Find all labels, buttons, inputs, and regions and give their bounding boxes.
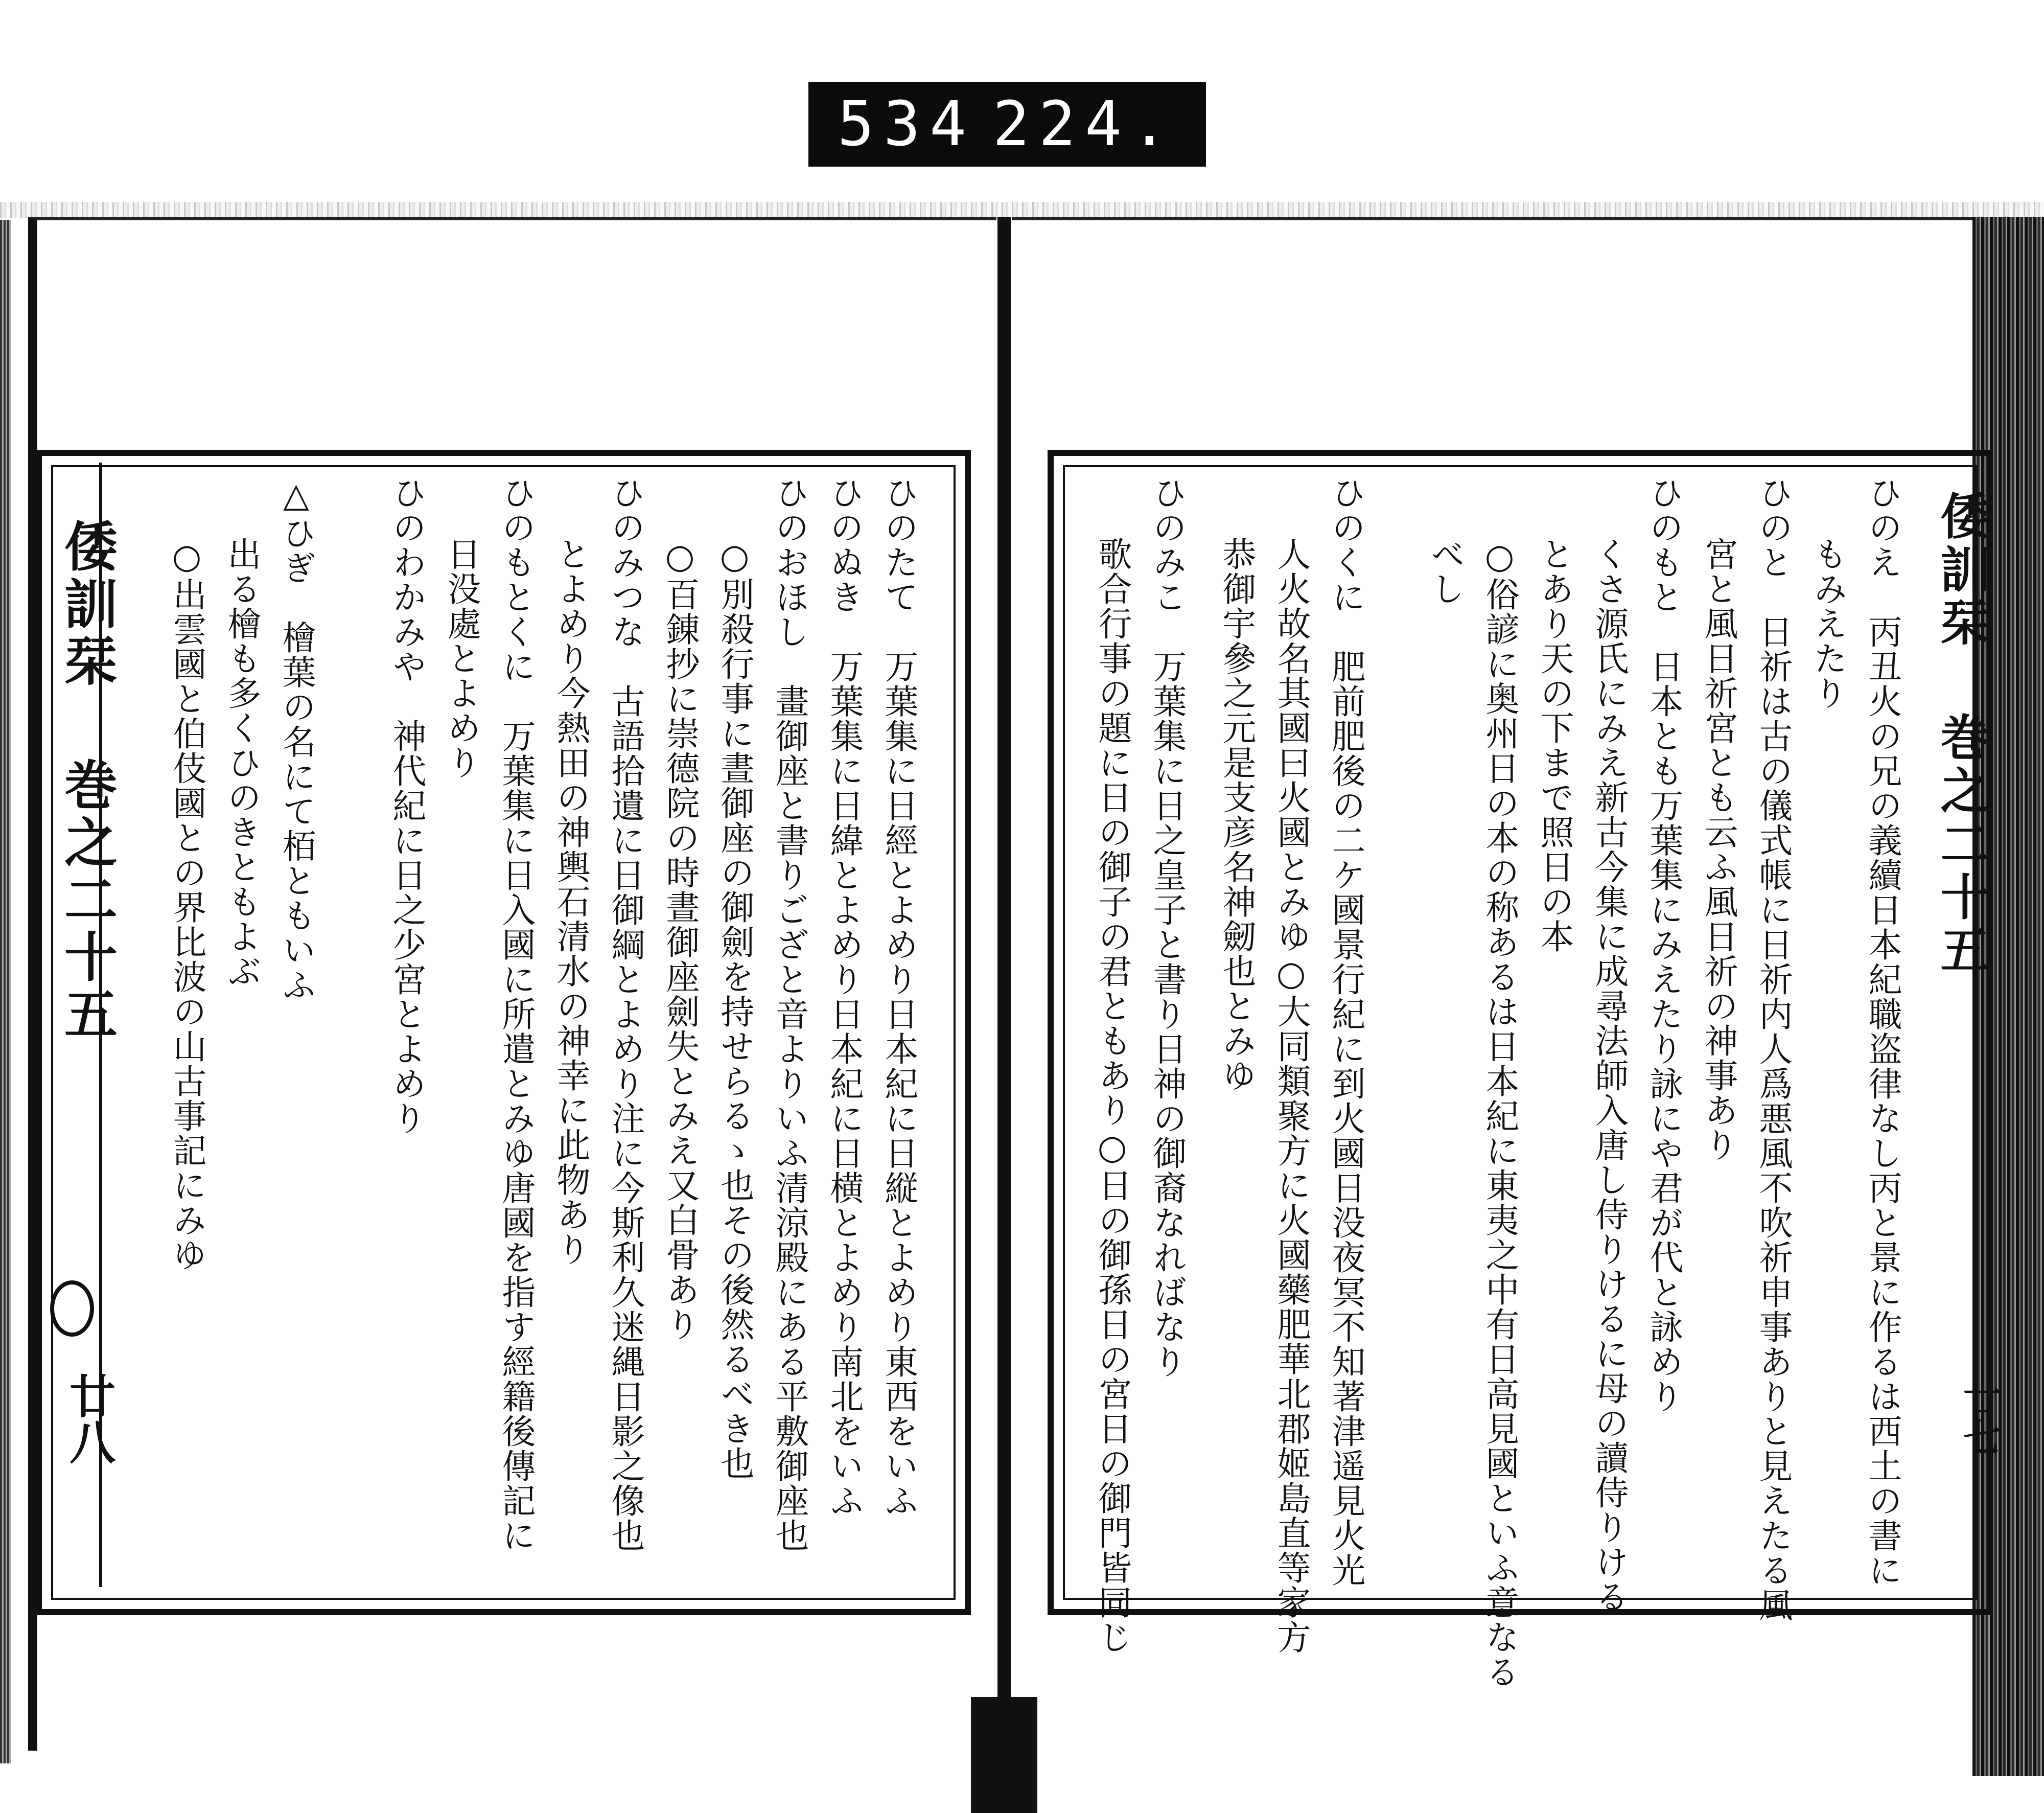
text-column: 恭御宇參之元是支彦名神劒也とみゆ bbox=[1217, 537, 1256, 1093]
left-page-margin-header bbox=[41, 463, 118, 1587]
text-column: べし bbox=[1425, 537, 1465, 606]
text-column: ○俗諺に奥州日の本の称あるは日本紀に東夷之中有日高見國といふ意なる bbox=[1480, 537, 1519, 1689]
text-column: 歌合行事の題に日の御子の君ともあり○日の御孫日の宮日の御門皆同じ bbox=[1093, 537, 1132, 1655]
right-text-frame bbox=[1048, 450, 1993, 1615]
text-column: ひのくに 肥前肥後の二ケ國景行紀に到火國日没夜冥不知著津遥見火光 bbox=[1326, 475, 1365, 1588]
book-gutter bbox=[997, 217, 1011, 1702]
text-column: 人火故名其國曰火國とみゆ○大同類聚方に火國藥肥華北郡姬島直等家方 bbox=[1271, 537, 1311, 1655]
text-column: もみえたり bbox=[1808, 537, 1847, 710]
text-column: ○出雲國と伯伎國との界比波の山古事記にみゆ bbox=[167, 537, 206, 1272]
text-column: 出る檜も多くひのきともよぶ bbox=[222, 537, 261, 989]
text-column: ひのたて 万葉集に日經とよめり日本紀に日縦とよめり東西をいふ bbox=[879, 475, 918, 1518]
fishtail-mark bbox=[50, 1280, 94, 1337]
text-column: ひのえ 丙丑火の兄の義續日本紀職盗律なし丙と景に作るは西土の書に bbox=[1863, 475, 1902, 1588]
text-column: 宮と風日祈宮とも云ふ風日祈の神事あり bbox=[1699, 537, 1738, 1162]
text-column: とよめり今熱田の神輿石清水の神幸に此物あり bbox=[551, 537, 590, 1267]
right-spine-title: 倭訓栞 巻之二十五 bbox=[1933, 491, 1990, 978]
left-spine-title: 倭訓栞 巻之二十五 bbox=[55, 519, 118, 1044]
text-column: ひのぬき 万葉集に日緯とよめり日本紀に日横とよめり南北をいふ bbox=[824, 475, 864, 1518]
text-column: ○別殺行事に晝御座の御劍を持せらるゝ也その後然るべき也 bbox=[715, 537, 754, 1481]
text-column: ひのわかみや 神代紀に日之少宮とよめり bbox=[387, 475, 426, 1136]
text-column: ひのもと 日本とも万葉集にみえたり詠にや君が代と詠めり bbox=[1644, 475, 1683, 1414]
text-column: 日没處とよめり bbox=[442, 537, 481, 780]
text-column: △ひぎ 檜葉の名にて栢ともいふ bbox=[276, 475, 316, 1002]
archive-number-right: 224. bbox=[992, 88, 1177, 160]
text-column: ひのもとくに 万葉集に日入國に所遣とみゆ唐國を指す經籍後傳記に bbox=[496, 475, 536, 1553]
archive-number-label bbox=[808, 82, 1206, 167]
text-column: ひのと 日祈は古の儀式帳に日祈内人爲悪風不吹祈申事ありと見えたる風 bbox=[1753, 475, 1793, 1622]
left-folio-number: 廿八 bbox=[61, 1372, 115, 1464]
text-column: ひのおほし 畫御座と書りござと音よりいふ清涼殿にある平敷御座也 bbox=[770, 475, 809, 1553]
text-column: ひのみつな 古語拾遺に日御綱とよめり注に今斯利久迷縄日影之像也 bbox=[606, 475, 645, 1553]
archive-number-left: 534 bbox=[837, 88, 976, 160]
text-column: ひのみこ 万葉集に日之皇子と書り日神の御裔なればなり bbox=[1147, 475, 1187, 1379]
right-folio-number: 廿七 bbox=[1957, 1380, 2001, 1456]
left-page-edges bbox=[0, 220, 11, 1763]
text-column: とあり天の下まで照日の本 bbox=[1535, 537, 1574, 954]
text-column: ○百錬抄に崇德院の時晝御座劍失とみえ又白骨あり bbox=[660, 537, 700, 1342]
scan-top-edge bbox=[0, 202, 2044, 218]
text-column: くさ源氏にみえ新古今集に成尋法師入唐し侍りけるに母の讀侍りける bbox=[1589, 537, 1629, 1614]
gutter-binding bbox=[971, 1697, 1037, 1813]
